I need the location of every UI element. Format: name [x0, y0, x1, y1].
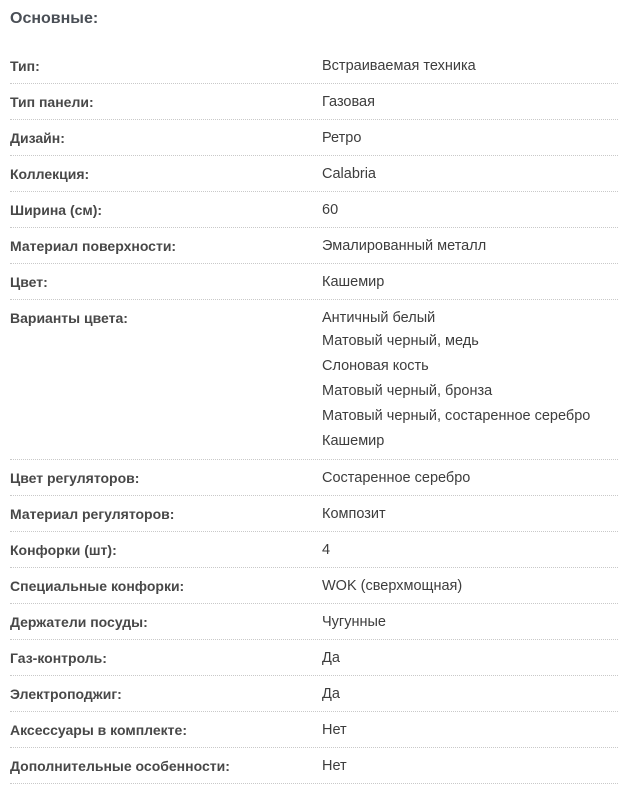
spec-row-knob-material — [10, 496, 618, 532]
color-variant-item: Матовый черный, состаренное серебро — [322, 408, 591, 424]
color-variant-item: Античный белый — [322, 310, 436, 326]
spec-value: Нет — [322, 758, 347, 774]
spec-value: Чугунные — [322, 614, 386, 630]
spec-label: Ширина (см): — [10, 202, 103, 218]
spec-label: Цвет: — [10, 274, 48, 290]
spec-value: Ретро — [322, 130, 362, 146]
color-variant-item: Слоновая кость — [322, 358, 429, 374]
spec-row-accessories — [10, 712, 618, 748]
spec-value: Кашемир — [322, 274, 385, 290]
spec-value: Состаренное серебро — [322, 470, 471, 486]
spec-row-gas-control — [10, 640, 618, 676]
spec-label: Конфорки (шт): — [10, 542, 117, 558]
spec-value: WOK (сверхмощная) — [322, 578, 463, 594]
color-variant-item: Матовый черный, бронза — [322, 383, 493, 399]
spec-row-panel-type — [10, 84, 618, 120]
spec-value-group — [322, 308, 618, 454]
spec-value: Calabria — [322, 166, 376, 182]
spec-value: Газовая — [322, 94, 375, 110]
spec-row-knob-color — [10, 460, 618, 496]
spec-label: Тип: — [10, 58, 40, 74]
spec-label: Аксессуары в комплекте: — [10, 722, 187, 738]
spec-value: 60 — [322, 202, 339, 218]
spec-row-special-burners — [10, 568, 618, 604]
spec-value: Композит — [322, 506, 386, 522]
spec-list — [10, 48, 618, 784]
spec-label: Материал поверхности: — [10, 238, 177, 254]
spec-label: Держатели посуды: — [10, 614, 148, 630]
color-variant-item: Матовый черный, медь — [322, 333, 479, 349]
spec-row-width — [10, 192, 618, 228]
spec-label: Варианты цвета: — [10, 310, 128, 326]
spec-value: Да — [322, 686, 340, 702]
spec-value: Нет — [322, 722, 347, 738]
spec-value: Да — [322, 650, 340, 666]
spec-value: Встраиваемая техника — [322, 58, 476, 74]
spec-label: Цвет регуляторов: — [10, 470, 140, 486]
spec-value: Эмалированный металл — [322, 238, 487, 254]
spec-label: Дополнительные особенности: — [10, 758, 230, 774]
spec-value: 4 — [322, 542, 331, 558]
spec-label: Коллекция: — [10, 166, 90, 182]
spec-label: Электроподжиг: — [10, 686, 122, 702]
spec-row-color-variants — [10, 300, 618, 460]
spec-label: Тип панели: — [10, 94, 94, 110]
spec-row-pan-supports — [10, 604, 618, 640]
color-variant-list — [322, 308, 618, 454]
spec-label: Специальные конфорки: — [10, 578, 185, 594]
spec-row-electric-ignition — [10, 676, 618, 712]
spec-row-burners — [10, 532, 618, 568]
section-title: Основные: — [10, 10, 99, 27]
spec-row-color — [10, 264, 618, 300]
spec-label: Дизайн: — [10, 130, 65, 146]
spec-label: Газ-контроль: — [10, 650, 107, 666]
spec-row-additional-features — [10, 748, 618, 784]
spec-row-collection — [10, 156, 618, 192]
spec-row-surface-material — [10, 228, 618, 264]
spec-row-type — [10, 48, 618, 84]
color-variant-item: Кашемир — [322, 433, 385, 449]
spec-row-design — [10, 120, 618, 156]
spec-label: Материал регуляторов: — [10, 506, 175, 522]
